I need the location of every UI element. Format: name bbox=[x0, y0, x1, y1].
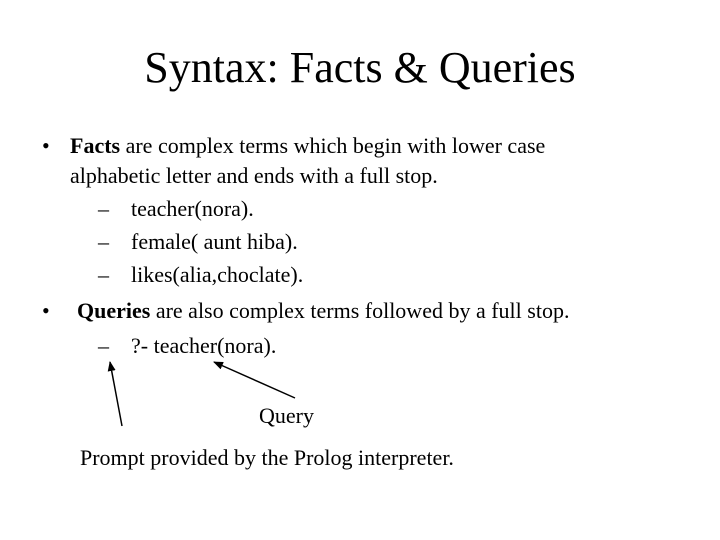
slide-title: Syntax: Facts & Queries bbox=[144, 43, 576, 92]
facts-line-2: alphabetic letter and ends with a full stop. bbox=[70, 163, 438, 188]
query-arrow bbox=[214, 362, 295, 398]
prompt-arrow bbox=[110, 362, 122, 426]
queries-text: are also complex terms followed by a full stop. bbox=[150, 298, 570, 323]
bullet-marker-facts: • bbox=[42, 133, 50, 158]
queries-keyword: Queries bbox=[77, 298, 151, 323]
prompt-annotation-label: Prompt provided by the Prolog interpreter. bbox=[80, 445, 454, 470]
fact-example-2: female( aunt hiba). bbox=[131, 229, 298, 254]
query-example: ?- teacher(nora). bbox=[131, 333, 277, 358]
facts-keyword: Facts bbox=[70, 133, 121, 158]
dash-marker-example-1: – bbox=[98, 196, 109, 221]
dash-marker-example-2: – bbox=[98, 229, 109, 254]
fact-example-3: likes(alia,choclate). bbox=[131, 262, 304, 287]
dash-marker-example-3: – bbox=[98, 262, 109, 287]
query-annotation-label: Query bbox=[259, 403, 314, 428]
facts-text-1: are complex terms which begin with lower case bbox=[120, 133, 546, 158]
bullet-marker-queries: • bbox=[42, 298, 50, 323]
dash-marker-query-example: – bbox=[98, 333, 109, 358]
fact-example-1: teacher(nora). bbox=[131, 196, 254, 221]
